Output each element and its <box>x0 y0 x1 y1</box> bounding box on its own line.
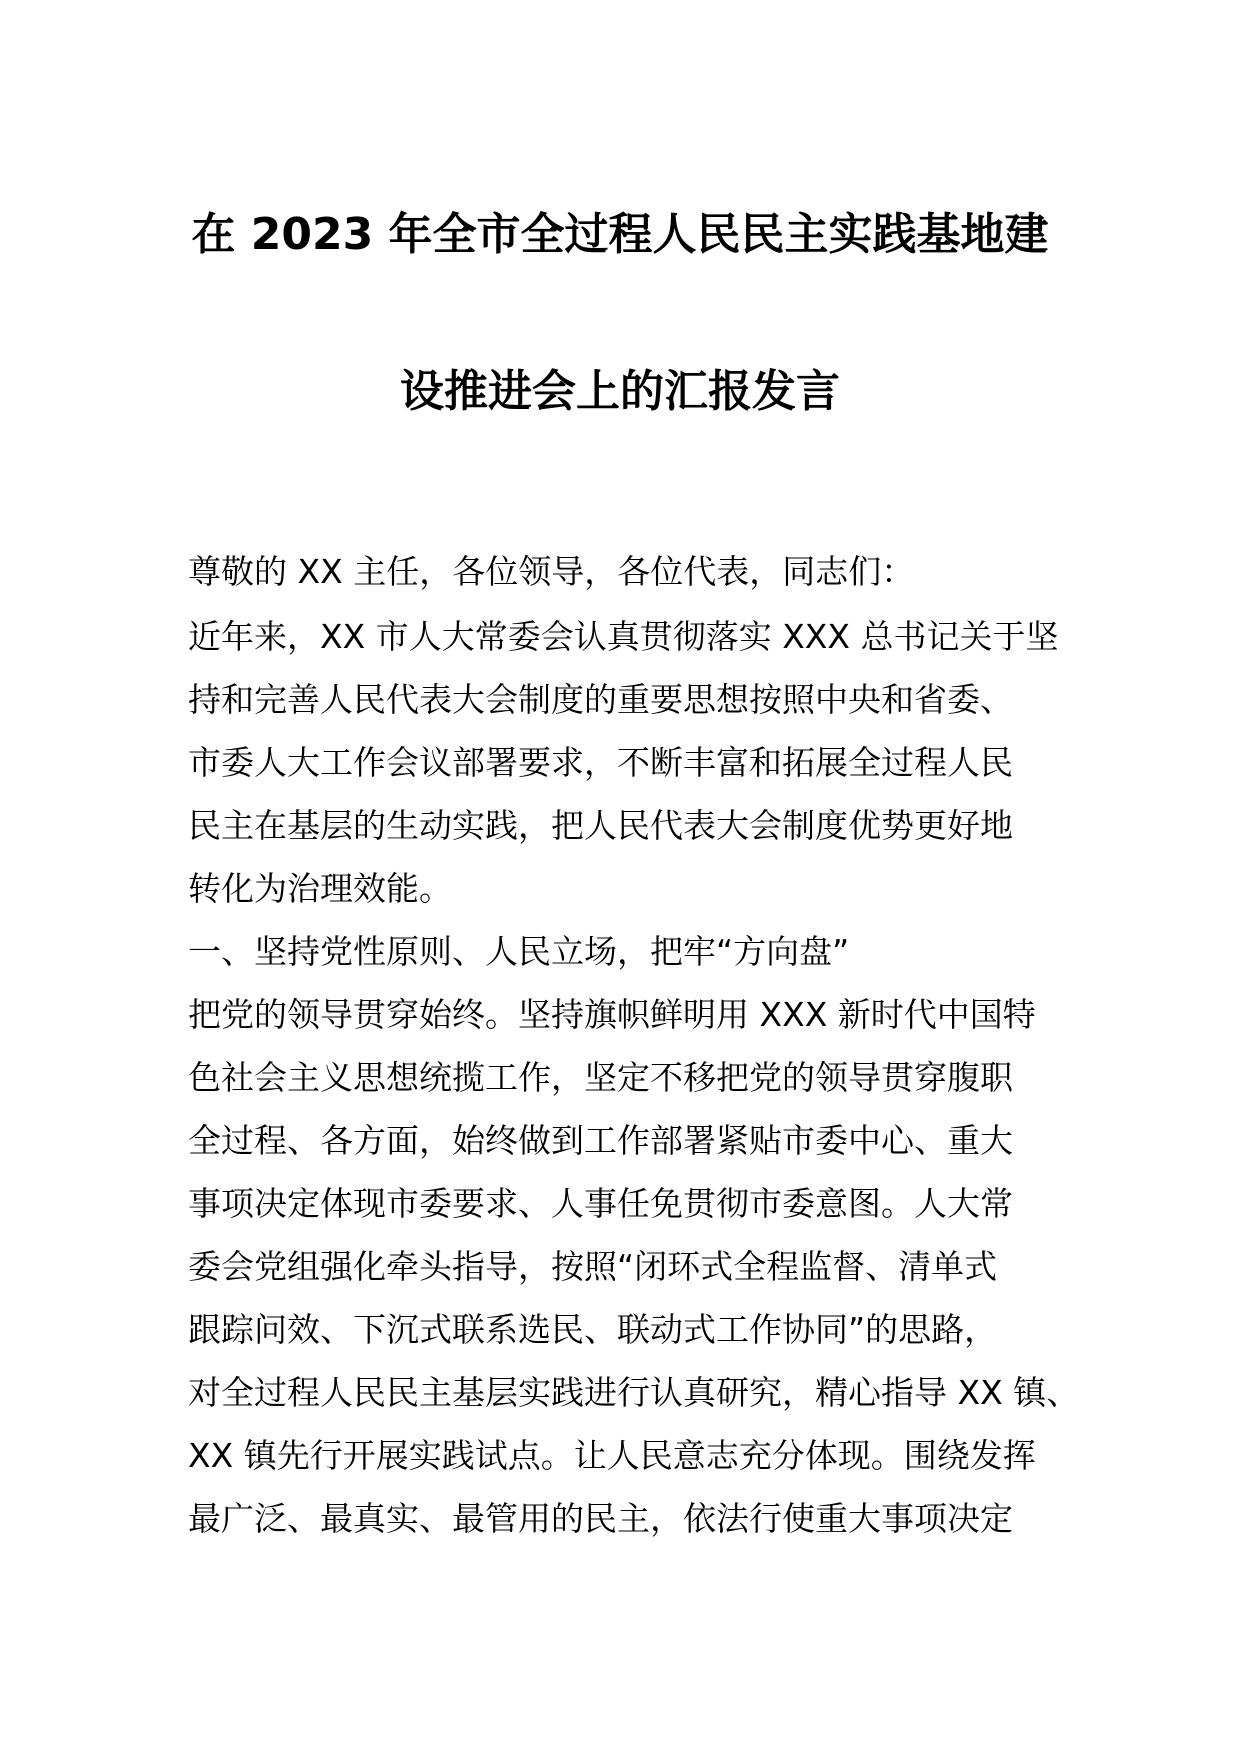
body-line-3: 市委人大工作会议部署要求，不断丰富和拓展全过程人民 <box>188 743 1013 782</box>
section-heading-1: 一、坚持党性原则、人民立场，把牢“方向盘” <box>188 932 850 971</box>
body-line-2: 持和完善人民代表大会制度的重要思想按照中央和省委、 <box>188 680 1013 719</box>
salutation: 尊敬的 XX 主任，各位领导，各位代表，同志们： <box>188 552 915 591</box>
body-line-13: 对全过程人民民主基层实践进行认真研究，精心指导 XX 镇、 <box>188 1373 1080 1412</box>
body-line-10: 事项决定体现市委要求、人事任免贯彻市委意图。人大常 <box>188 1184 1013 1223</box>
body-line-5: 转化为治理效能。 <box>188 869 452 908</box>
body-line-7: 把党的领导贯穿始终。坚持旗帜鲜明用 XXX 新时代中国特 <box>188 995 1036 1034</box>
body-line-1: 近年来，XX 市人大常委会认真贯彻落实 XXX 总书记关于坚 <box>188 617 1059 656</box>
body-line-14: XX 镇先行开展实践试点。让人民意志充分体现。围绕发挥 <box>188 1436 1036 1475</box>
body-line-9: 全过程、各方面，始终做到工作部署紧贴市委中心、重大 <box>188 1121 1013 1160</box>
body-line-11: 委会党组强化牵头指导，按照“闭环式全程监督、清单式 <box>188 1247 998 1286</box>
body-line-15: 最广泛、最真实、最管用的民主，依法行使重大事项决定 <box>188 1499 1013 1538</box>
document-title-line-2: 设推进会上的汇报发言 <box>400 366 840 417</box>
body-line-8: 色社会主义思想统揽工作，坚定不移把党的领导贯穿腹职 <box>188 1058 1013 1097</box>
body-line-4: 民主在基层的生动实践，把人民代表大会制度优势更好地 <box>188 806 1013 845</box>
body-line-12: 跟踪问效、下沉式联系选民、联动式工作协同”的思路， <box>188 1310 998 1349</box>
document-title-line-1: 在 2023 年全市全过程人民民主实践基地建 <box>191 209 1049 260</box>
